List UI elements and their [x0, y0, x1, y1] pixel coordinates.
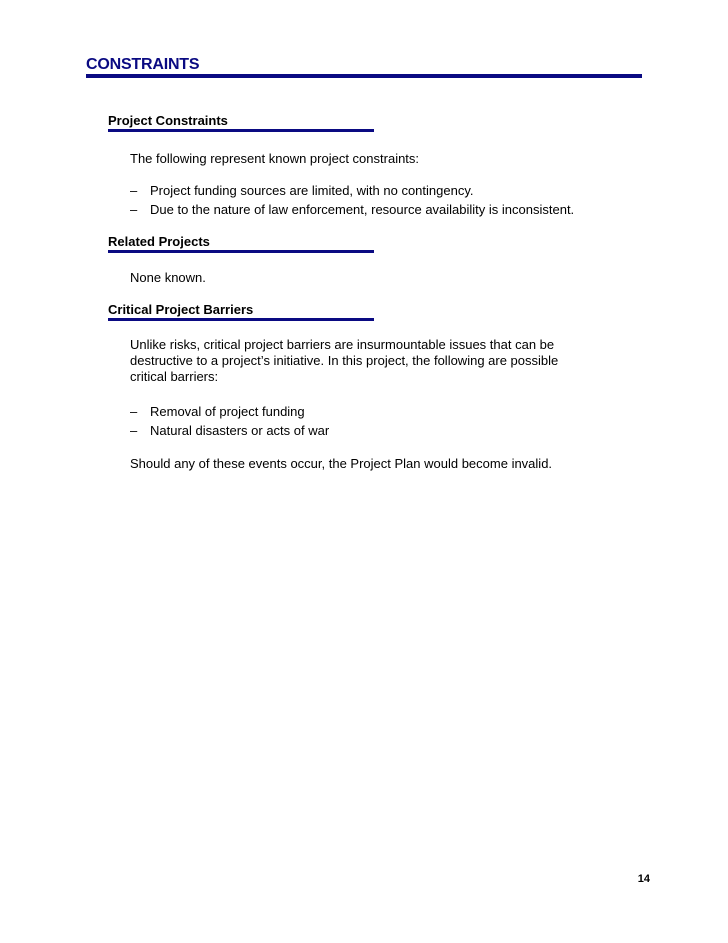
section-rule-related-projects: [108, 250, 374, 253]
section-heading-related-projects: Related Projects: [108, 234, 210, 249]
project-constraints-list: [130, 181, 574, 219]
critical-barriers-intro: [130, 337, 620, 385]
paragraph-line: destructive to a project’s initiative. In this project, the following are possible: [130, 353, 559, 368]
list-item-text: Due to the nature of law enforcement, resource availability is inconsistent.: [150, 202, 575, 217]
section-rule-project-constraints: [108, 129, 374, 132]
paragraph-line: critical barriers:: [130, 369, 219, 384]
section-heading-critical-barriers: Critical Project Barriers: [108, 302, 254, 317]
list-item-text: Removal of project funding: [150, 404, 305, 419]
title-rule: [86, 74, 642, 78]
bullet-dash: –: [130, 423, 138, 438]
list-item: [130, 181, 574, 200]
section-heading-project-constraints: Project Constraints: [108, 113, 228, 128]
list-item: [130, 200, 574, 219]
page-number: 14: [637, 873, 650, 885]
related-projects-body: None known.: [130, 270, 206, 285]
paragraph-line: Unlike risks, critical project barriers are insurmountable issues that can be: [130, 337, 555, 352]
critical-barriers-list: [130, 402, 329, 440]
bullet-dash: –: [130, 183, 138, 198]
page-title: CONSTRAINTS: [86, 56, 200, 73]
list-item-text: Project funding sources are limited, with no contingency.: [150, 183, 474, 198]
bullet-dash: –: [130, 404, 138, 419]
list-item-text: Natural disasters or acts of war: [150, 423, 330, 438]
bullet-dash: –: [130, 202, 138, 217]
list-item: [130, 402, 329, 421]
project-constraints-intro: The following represent known project constraints:: [130, 151, 420, 166]
section-rule-critical-barriers: [108, 318, 374, 321]
list-item: [130, 421, 329, 440]
critical-barriers-closing: Should any of these events occur, the Project Plan would become invalid.: [130, 456, 553, 471]
